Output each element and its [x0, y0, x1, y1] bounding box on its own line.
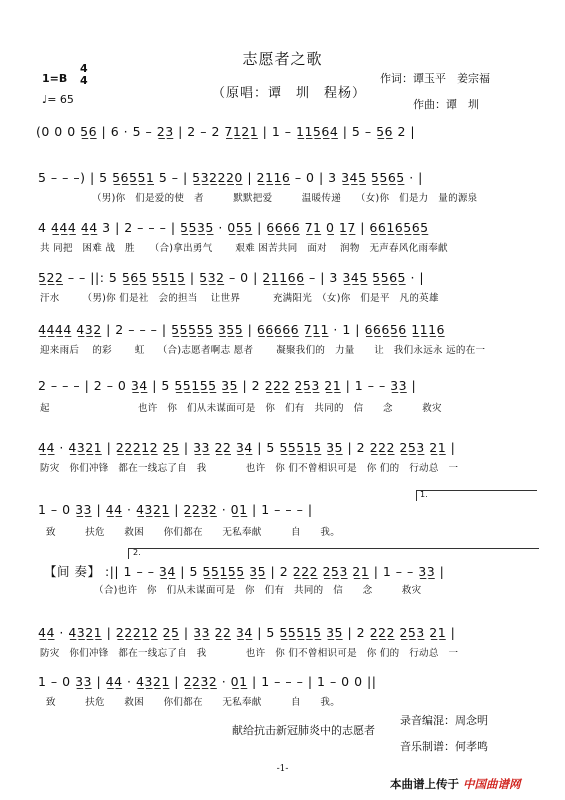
song-subtitle: （原唱：谭 圳 程杨） — [212, 86, 367, 101]
composer-credit: 作曲：谭 圳 — [413, 98, 479, 111]
score-row-4-lyrics: 汗水 （男)你 们是社 会的担当 让世界 充满阳光 （女)你 们是平 凡的英雄 — [40, 293, 439, 304]
score-row-3-lyrics: 共 同把 困难 战 胜 （合)拿出勇气 艰难 困苦共同 面对 润物 无声春风化雨奉献 — [40, 243, 448, 254]
score-row-1-notes: (0 0 0 5̲6̲ | 6 · 5 – 2̲3̲ | 2 – 2 7̲1̲2̲1̲ | 1 – 1̲1̲5̲6̲4̲ | 5 – 5̲6̲ 2 | — [36, 124, 416, 139]
volta-label-1: 1. — [420, 490, 428, 499]
site-logo[interactable]: 中国曲谱网 — [463, 777, 521, 791]
score-row-8-notes: 1 – 0 3̲3̲ | 4̲4̲ · 4̲3̲2̲1̲ | 2̲2̲3̲2̲ · 0̲1̲ | 1 – – – | — [38, 502, 313, 517]
score-row-3-notes: 4 4̲4̲4̲ 4̲4̲ 3 | 2 – – – | 5̲5̲3̲5̲ · 0̲5̲5̲ | 6̲6̲6̲6̲ 7̲1̲ 0̲ 1̲7̲ | 6̲6̲1̲6̲5̲6̲5̲ — [38, 220, 429, 235]
score-row-2-notes: 5 – – –) | 5 5̲6̲5̲5̲1̲ 5 – | 5̲3̲2̲2̲2̲0̲ | 2̲1̲1̲6̲ – 0 | 3 3̲4̲5̲ 5̲5̲6̲5̲ · | — [38, 170, 423, 185]
music-production-credit: 音乐制谱：何孝鸣 — [400, 740, 488, 753]
dedication-text: 献给抗击新冠肺炎中的志愿者 — [232, 724, 375, 737]
score-row-4-notes: 5̲2̲2̲ – – ||: 5 5̲6̲5̲ 5̲5̲1̲5̲ | 5̲3̲2̲ – 0 | 2̲1̲1̲6̲6̲ – | 3 3̲4̲5̲ 5̲5̲6̲5̲ · | — [38, 270, 425, 285]
recording-credit: 录音编混：周念明 — [400, 714, 488, 727]
song-title: 志愿者之歌 — [242, 50, 323, 68]
time-signature — [80, 63, 88, 87]
score-row-2-lyrics: （男)你 们是爱的使 者 默默把爱 温暖传递 （女)你 们是力 量的源泉 — [92, 193, 478, 204]
score-row-5-notes: 4̲4̲4̲4̲ 4̲3̲2̲ | 2 – – – | 5̲5̲5̲5̲5̲ 3̲5̲5̲ | 6̲6̲6̲6̲6̲ 7̲1̲1̲ · 1 | 6̲6̲6̲5̲6̲ 1̲1̲1̲6̲ — [38, 322, 446, 337]
volta-bracket-1 — [416, 490, 537, 501]
score-row-6-lyrics: 起 也许 你 们从未谋面可是 你 们有 共同的 信 念 救灾 — [40, 403, 442, 414]
score-row-10-lyrics: 防灾 你们冲锋 都在一线忘了自 我 也许 你 们不曾相识可是 你 们的 行动总 一 — [40, 648, 459, 659]
footer-prefix: 本曲谱上传于 — [390, 777, 459, 791]
lyricist-credit: 作词：谭玉平 姜宗福 — [380, 72, 490, 85]
time-sig-bottom: 4 — [80, 74, 88, 87]
score-row-7-lyrics: 防灾 你们冲锋 都在一线忘了自 我 也许 你 们不曾相识可是 你 们的 行动总 一 — [40, 463, 459, 474]
volta-bracket-2 — [128, 548, 539, 559]
page-number: -1- — [276, 764, 289, 774]
tempo-marking: ♩= 65 — [42, 93, 74, 106]
key-signature: 1=B — [42, 72, 68, 85]
score-row-10-notes: 4̲4̲ · 4̲3̲2̲1̲ | 2̲2̲2̲1̲2̲ 2̲5̲ | 3̲3̲ 2̲2̲ 3̲4̲ | 5 5̲5̲5̲1̲5̲ 3̲5̲ | 2 2̲2̲2̲ 2̲5̲3̲ 2̲1̲ | — [38, 625, 456, 640]
score-row-11-lyrics: 致 扶危 救困 你们都在 无私奉献 自 我。 — [46, 697, 341, 708]
site-footer — [390, 776, 521, 792]
score-row-11-notes: 1 – 0 3̲3̲ | 4̲4̲ · 4̲3̲2̲1̲ | 2̲2̲3̲2̲ · 0̲1̲ | 1 – – – | 1 – 0 0 || — [38, 674, 377, 689]
score-row-9-notes: 【间 奏】 :|| 1 – – 3̲4̲ | 5 5̲5̲1̲5̲5̲ 3̲5̲ | 2 2̲2̲2̲ 2̲5̲3̲ 2̲1̲ | 1 – – 3̲3̲ | — [44, 564, 445, 579]
score-row-7-notes: 4̲4̲ · 4̲3̲2̲1̲ | 2̲2̲2̲1̲2̲ 2̲5̲ | 3̲3̲ 2̲2̲ 3̲4̲ | 5 5̲5̲5̲1̲5̲ 3̲5̲ | 2 2̲2̲2̲ 2̲5̲3̲ 2̲1̲ | — [38, 440, 456, 455]
time-sig-top: 4 — [80, 62, 88, 75]
score-row-9-lyrics: （合)也许 你 们从未谋面可是 你 们有 共同的 信 念 救灾 — [40, 585, 422, 596]
volta-label-2: 2. — [133, 548, 141, 557]
score-row-5-lyrics: 迎来雨后 的彩 虹 （合)志愿者啊志 愿者 凝聚我们的 力量 让 我们永远永 远的在一 — [40, 345, 486, 356]
score-row-6-notes: 2 – – – | 2 – 0 3̲4̲ | 5 5̲5̲1̲5̲5̲ 3̲5̲ | 2 2̲2̲2̲ 2̲5̲3̲ 2̲1̲ | 1 – – 3̲3̲ | — [38, 378, 417, 393]
score-row-8-lyrics: 致 扶危 救困 你们都在 无私奉献 自 我。 — [46, 527, 341, 538]
